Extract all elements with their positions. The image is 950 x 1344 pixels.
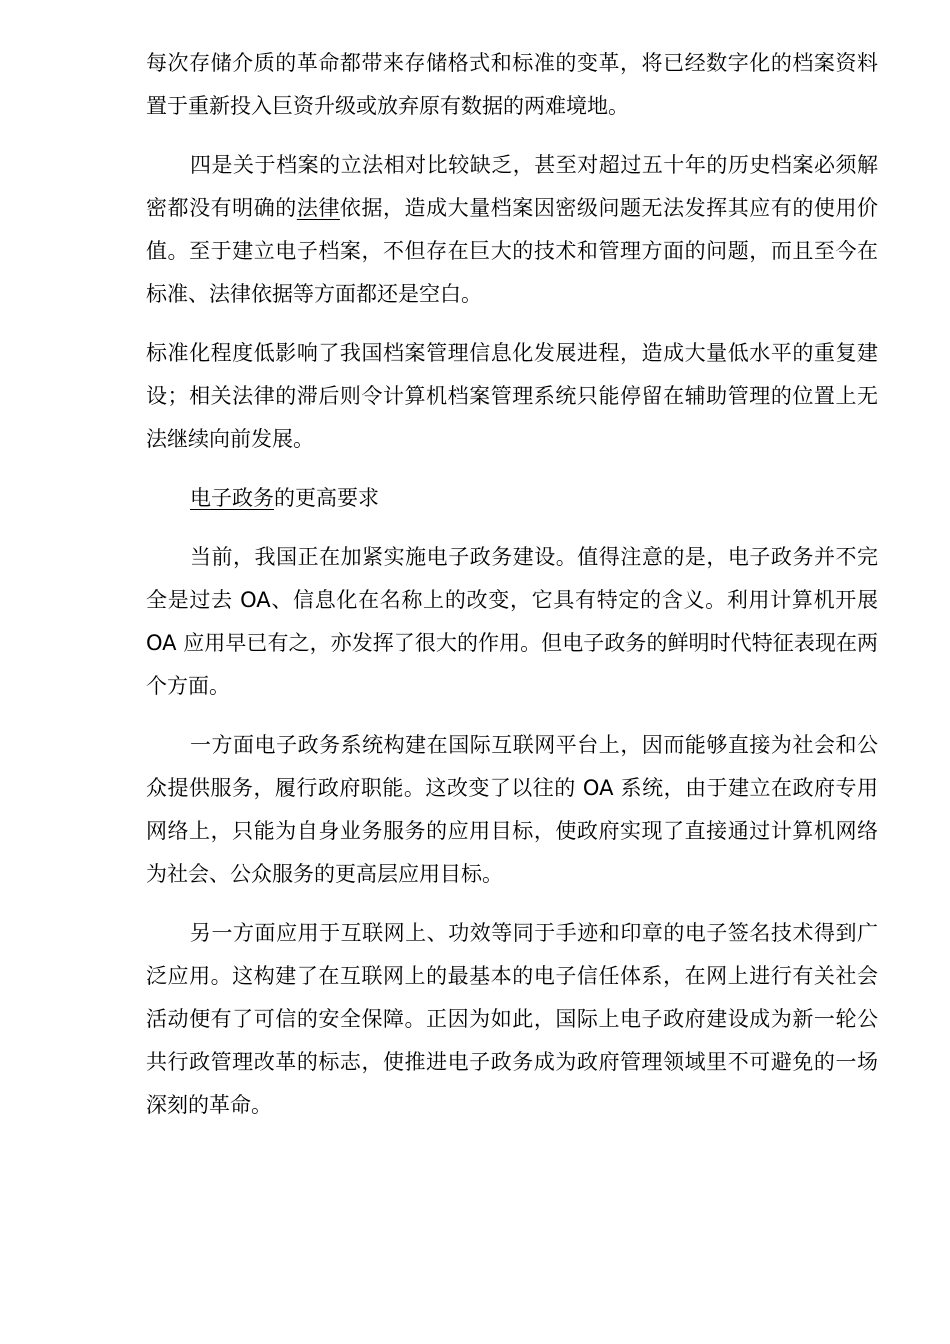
section-heading-e-government — [146, 477, 878, 520]
paragraph-storage-media — [146, 42, 878, 128]
paragraph-text: 四是关于档案的立法相对比较缺乏，甚至对超过五十年的历史档案必须解密都没有明确的 — [146, 153, 878, 220]
document-body — [146, 42, 878, 1143]
paragraph-text: 标准化程度低影响了我国档案管理信息化发展进程，造成大量低水平的重复建设；相关法律的滞后则令计算机档案管理系统只能停留在辅助管理的位置上无法继续向前发展。 — [146, 341, 878, 451]
e-government-link[interactable]: 电子政务 — [190, 486, 274, 510]
heading-text: 的更高要求 — [274, 486, 379, 510]
paragraph-text: 当前，我国正在加紧实施电子政务建设。值得注意的是，电子政务并不完全是过去 OA、信息化在名称上的改变，它具有特定的含义。利用计算机开展 OA 应用早已有之，亦发挥了很大的作用。但电子政务的鲜明时代特征表现在两个方面。 — [146, 545, 878, 698]
paragraph-text: 每次存储介质的革命都带来存储格式和标准的变革，将已经数字化的档案资料置于重新投入巨资升级或放弃原有数据的两难境地。 — [146, 51, 878, 118]
paragraph-standardization — [146, 332, 878, 461]
paragraph-electronic-signature — [146, 912, 878, 1127]
paragraph-archive-legislation — [146, 144, 878, 316]
paragraph-text: 另一方面应用于互联网上、功效等同于手迹和印章的电子签名技术得到广泛应用。这构建了在互联网上的最基本的电子信任体系，在网上进行有关社会活动便有了可信的安全保障。正因为如此，国际上电子政府建设成为新一轮公共行政管理改革的标志，使推进电子政务成为政府管理领域里不可避免的一场深刻的革命。 — [146, 921, 878, 1117]
paragraph-text: 一方面电子政务系统构建在国际互联网平台上，因而能够直接为社会和公众提供服务，履行政府职能。这改变了以往的 OA 系统，由于建立在政府专用网络上，只能为自身业务服务的应用目标，使政府实现了直接通过计算机网络为社会、公众服务的更高层应用目标。 — [146, 733, 878, 886]
paragraph-internet-platform — [146, 724, 878, 896]
paragraph-current-situation — [146, 536, 878, 708]
paragraph-text: 依据，造成大量档案因密级问题无法发挥其应有的使用价值。至于建立电子档案，不但存在巨大的技术和管理方面的问题，而且至今在标准、法律依据等方面都还是空白。 — [146, 196, 879, 306]
law-link[interactable]: 法律 — [296, 196, 340, 220]
